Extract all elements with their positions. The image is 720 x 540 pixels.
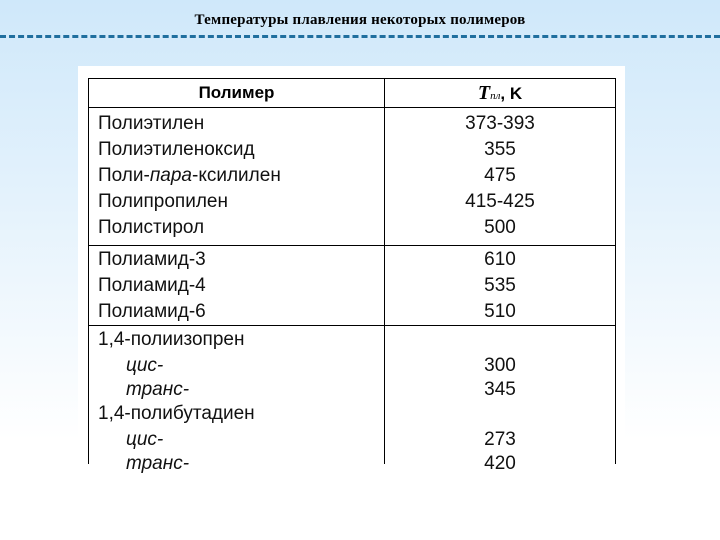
melting-temp-value: 273 [484, 429, 516, 450]
polymer-name: 1,4-полиизопрен [98, 329, 245, 350]
melting-temp-value: 535 [484, 275, 516, 296]
melting-temp-value: 420 [484, 453, 516, 474]
table-row [89, 215, 615, 241]
polymer-name-italic: пара [149, 165, 192, 186]
polymer-name: Полиамид-3 [98, 249, 206, 270]
table-row [89, 401, 615, 427]
table-row [89, 377, 615, 403]
isomer-name: цис- [126, 355, 164, 376]
table-row [89, 273, 615, 299]
melting-temp-value: 415-425 [465, 191, 535, 212]
melting-temp-value: 373-393 [465, 113, 535, 134]
melting-temp-value: 510 [484, 301, 516, 322]
polymer-name: Полиамид-4 [98, 275, 206, 296]
polymer-name: 1,4-полибутадиен [98, 403, 255, 424]
melting-temp-value: 500 [484, 217, 516, 238]
header-melting-temp [385, 79, 615, 107]
polymer-name: Полиэтилен [98, 113, 205, 134]
table-row [89, 427, 615, 453]
table-row [89, 189, 615, 215]
polymer-name-suffix: -ксилилен [192, 165, 281, 186]
title-divider [0, 35, 720, 38]
header-rule [89, 107, 615, 108]
polymer-name: Полипропилен [98, 191, 228, 212]
table-row [89, 111, 615, 137]
melting-temp-value: 300 [484, 355, 516, 376]
table-row [89, 353, 615, 379]
melting-temp-value: 345 [484, 379, 516, 400]
melting-temp-value: 610 [484, 249, 516, 270]
polymer-name-prefix: Поли- [98, 165, 150, 186]
melting-point-table [88, 78, 616, 474]
polymer-name: Полистирол [98, 217, 205, 238]
header-polymer: Полимер [198, 83, 275, 102]
table-image [78, 66, 625, 474]
table-row [89, 247, 615, 273]
group-rule [89, 325, 615, 326]
polymer-name: Полиамид-6 [98, 301, 206, 322]
melting-temp-value: 475 [484, 165, 516, 186]
slide-title: Температуры плавления некоторых полимеров [194, 12, 526, 28]
melting-temp-value: 355 [484, 139, 516, 160]
table-row [89, 299, 615, 325]
polymer-name: Полиэтиленоксид [98, 139, 255, 160]
table-row [89, 163, 615, 189]
table-row [89, 137, 615, 163]
header-temp-symbol: T [477, 82, 491, 104]
isomer-name: транс- [126, 379, 190, 400]
table-row [89, 451, 615, 474]
isomer-name: цис- [126, 429, 164, 450]
group-rule [89, 245, 615, 246]
header-temp-unit: , K [500, 84, 523, 103]
polymer-name [98, 163, 281, 189]
header-temp-subscript: пл [490, 90, 501, 102]
table-row [89, 327, 615, 353]
isomer-name: транс- [126, 453, 190, 474]
